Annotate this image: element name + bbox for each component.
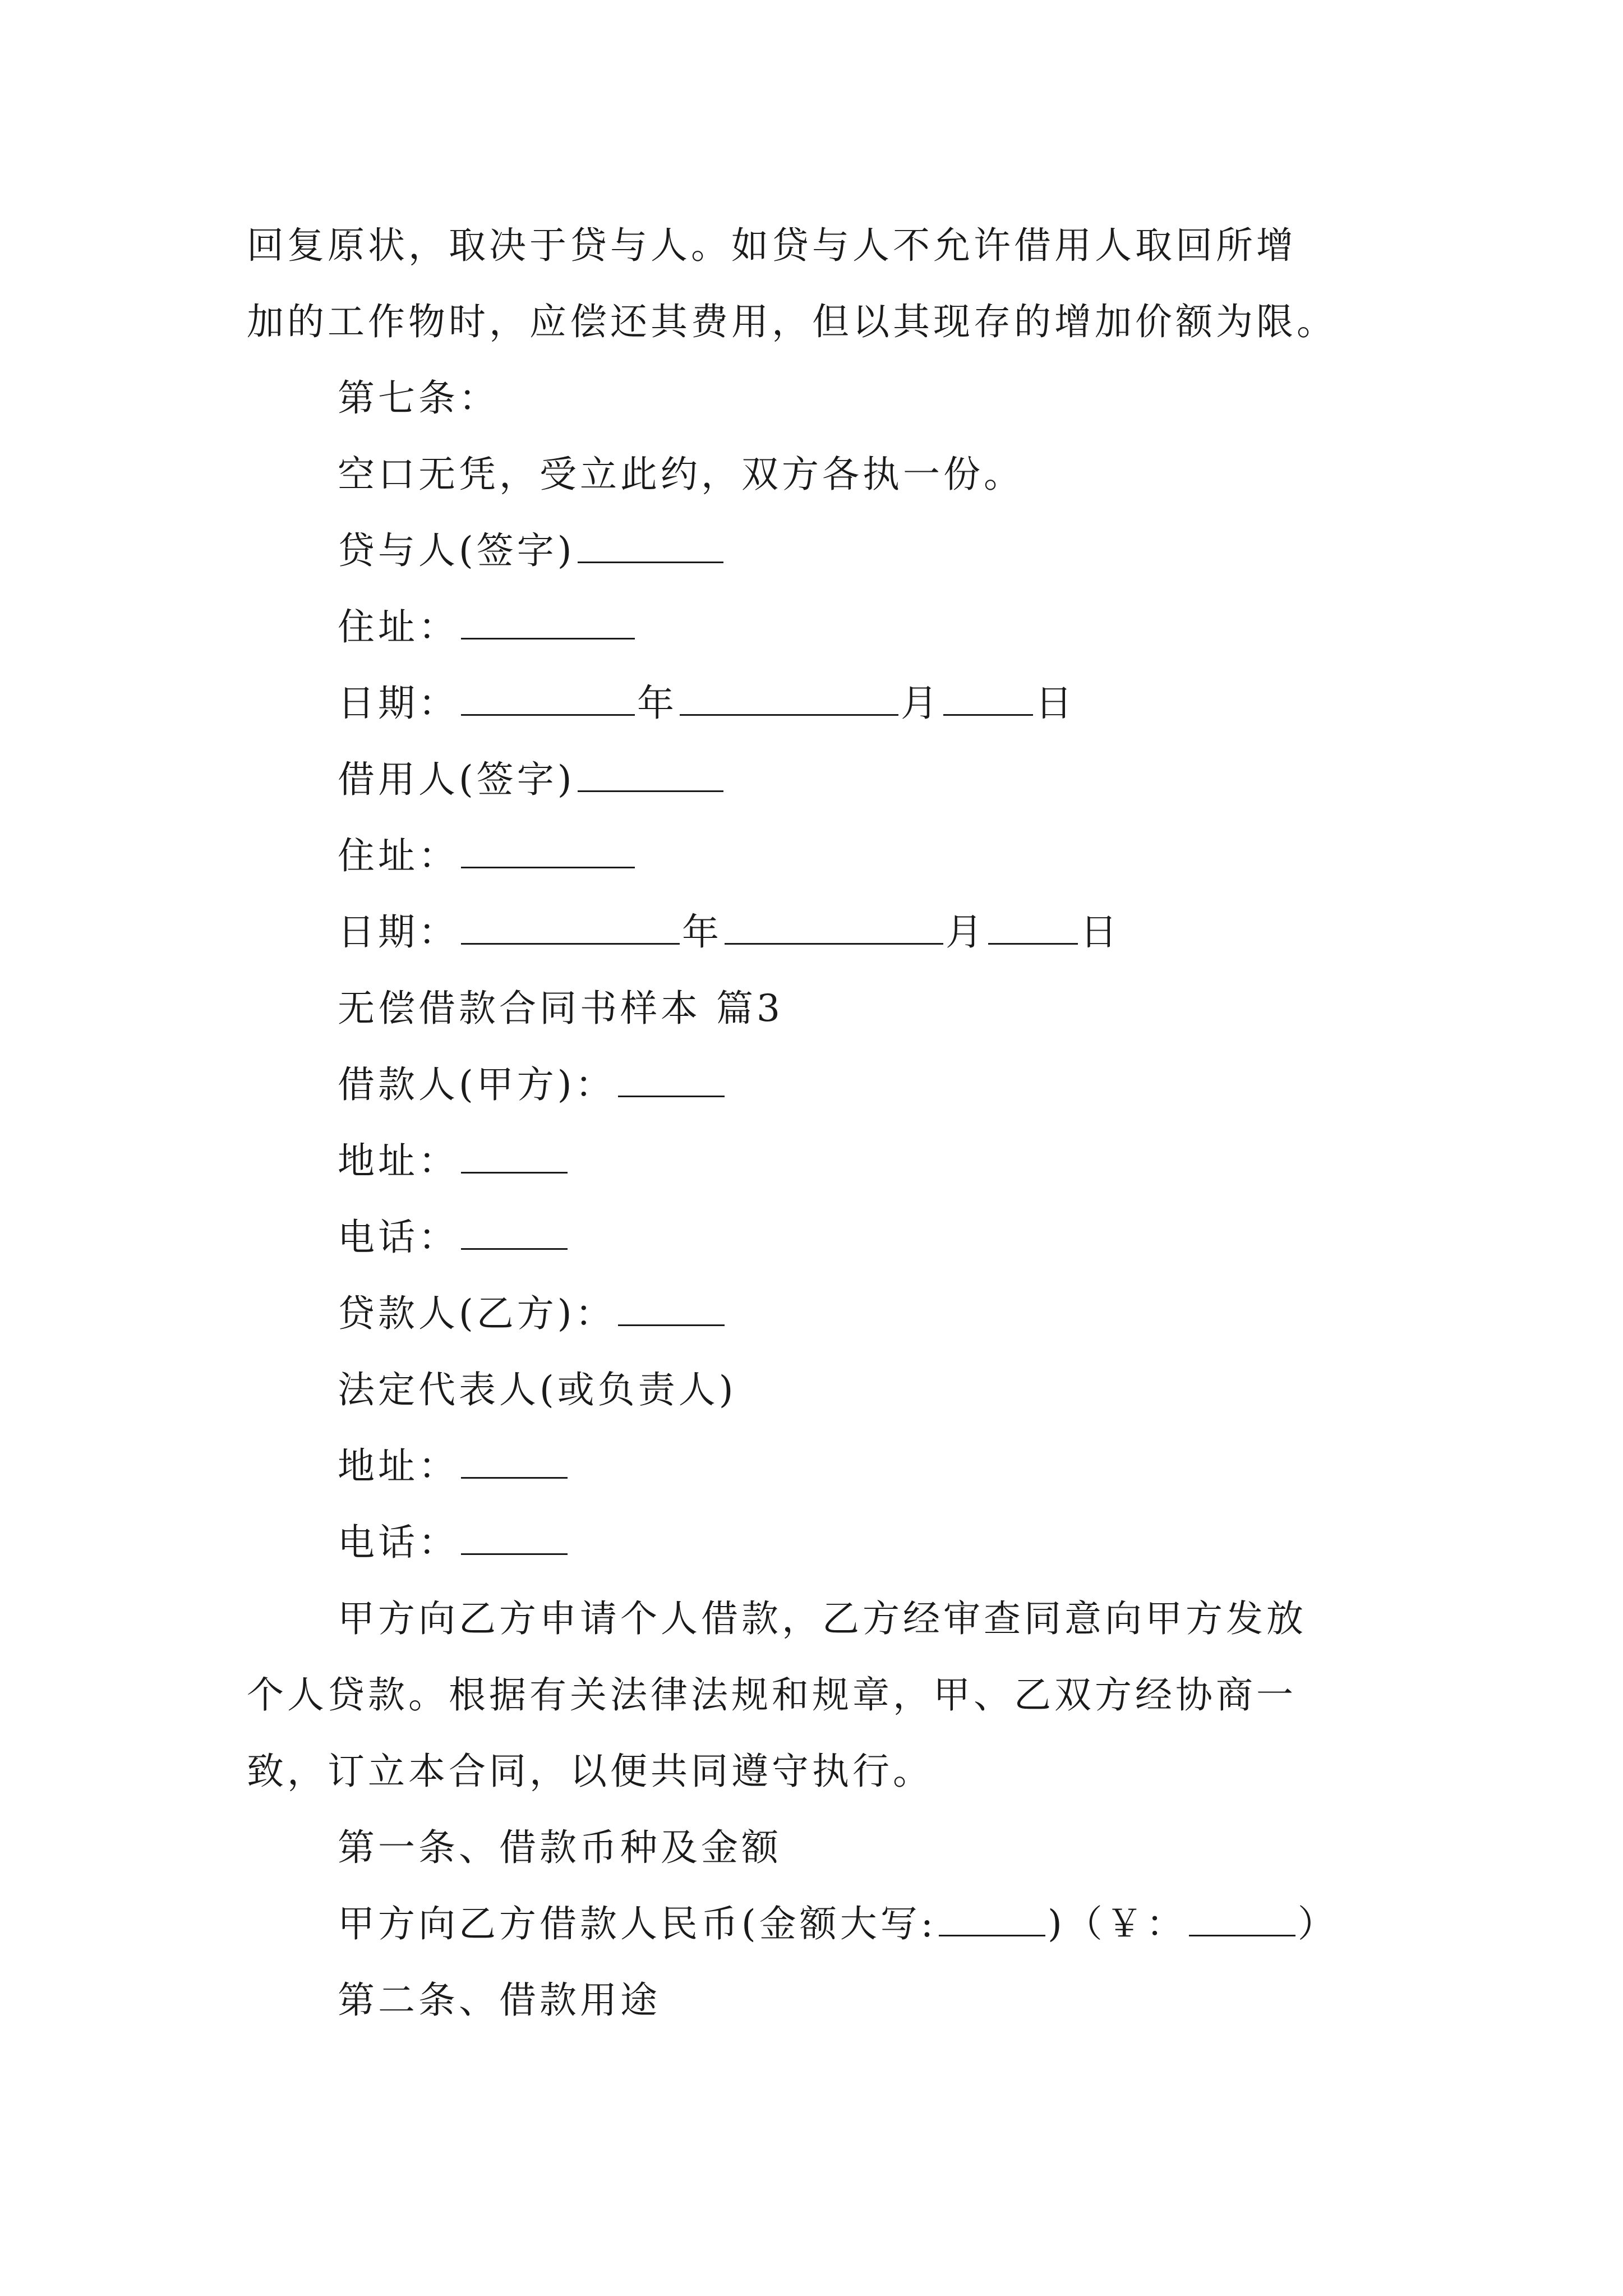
loan-amount-line (247, 1886, 1391, 1962)
blank-field (461, 909, 680, 945)
document-body (247, 208, 1391, 2039)
section-title: 无偿借款合同书样本 篇3 (338, 987, 783, 1030)
field-label: 电话： (338, 1216, 459, 1259)
party-b-address-line (247, 1428, 1391, 1504)
borrower-address-line (247, 818, 1391, 894)
blank-field (1189, 1901, 1295, 1936)
field-label: 借款人(甲方)： (338, 1063, 616, 1106)
party-a-phone-line (247, 1199, 1391, 1276)
field-label: 住址： (338, 834, 459, 877)
blank-field (461, 604, 635, 639)
lender-date-line (247, 665, 1391, 742)
field-label: 贷款人(乙方)： (338, 1292, 616, 1335)
article-heading: 第一条、借款币种及金额 (338, 1826, 782, 1869)
party-b-phone-line (247, 1504, 1391, 1581)
blank-field (618, 1291, 725, 1326)
blank-field (618, 1062, 725, 1097)
paragraph-line: 空口无凭，受立此约，双方各执一份。 (338, 453, 1024, 496)
paragraph-line: 致，订立本合同，以便共同遵守执行。 (247, 1750, 933, 1793)
year-label: 年 (682, 910, 722, 954)
party-a-line (247, 1047, 1391, 1123)
blank-field (943, 680, 1033, 716)
month-label: 月 (901, 682, 941, 725)
field-label: 日期： (338, 682, 459, 725)
blank-field (461, 1138, 568, 1174)
field-label: ） (1297, 1902, 1338, 1945)
field-label: 借用人(签字) (338, 758, 575, 801)
field-label: 住址： (338, 605, 459, 648)
party-a-address-line (247, 1123, 1391, 1199)
field-label: )（￥： (1048, 1902, 1187, 1945)
blank-field (461, 1443, 568, 1479)
blank-field (461, 680, 635, 716)
legal-rep-line: 法定代表人(或负责人) (338, 1368, 737, 1411)
field-label: 日期： (338, 910, 459, 954)
article-heading: 第二条、借款用途 (338, 1978, 661, 2022)
paragraph-line: 回复原状，取决于贷与人。如贷与人不允许借用人取回所增 (247, 224, 1297, 267)
day-label: 日 (1080, 910, 1121, 954)
blank-field (578, 528, 723, 563)
party-b-line (247, 1276, 1391, 1352)
blank-field (988, 909, 1078, 945)
paragraph-line: 甲方向乙方申请个人借款，乙方经审查同意向甲方发放 (338, 1597, 1307, 1640)
field-label: 地址： (338, 1444, 459, 1488)
blank-field (939, 1901, 1045, 1936)
field-label: 贷与人(签字) (338, 529, 575, 572)
borrower-date-line (247, 894, 1391, 970)
field-label: 甲方向乙方借款人民币(金额大写: (338, 1902, 937, 1945)
field-label: 地址： (338, 1139, 459, 1182)
blank-field (461, 1520, 568, 1555)
blank-field (725, 909, 943, 945)
field-label: 电话： (338, 1521, 459, 1564)
blank-field (578, 757, 723, 792)
blank-field (680, 680, 898, 716)
lender-signature-line (247, 513, 1391, 589)
blank-field (461, 833, 635, 868)
paragraph-line: 加的工作物时，应偿还其费用，但以其现存的增加价额为限。 (247, 300, 1337, 343)
blank-field (461, 1214, 568, 1250)
month-label: 月 (946, 910, 986, 954)
lender-address-line (247, 589, 1391, 665)
borrower-signature-line (247, 742, 1391, 818)
article-heading: 第七条： (338, 376, 499, 420)
day-label: 日 (1035, 682, 1076, 725)
year-label: 年 (637, 682, 677, 725)
paragraph-line: 个人贷款。根据有关法律法规和规章，甲、乙双方经协商一 (247, 1673, 1297, 1717)
